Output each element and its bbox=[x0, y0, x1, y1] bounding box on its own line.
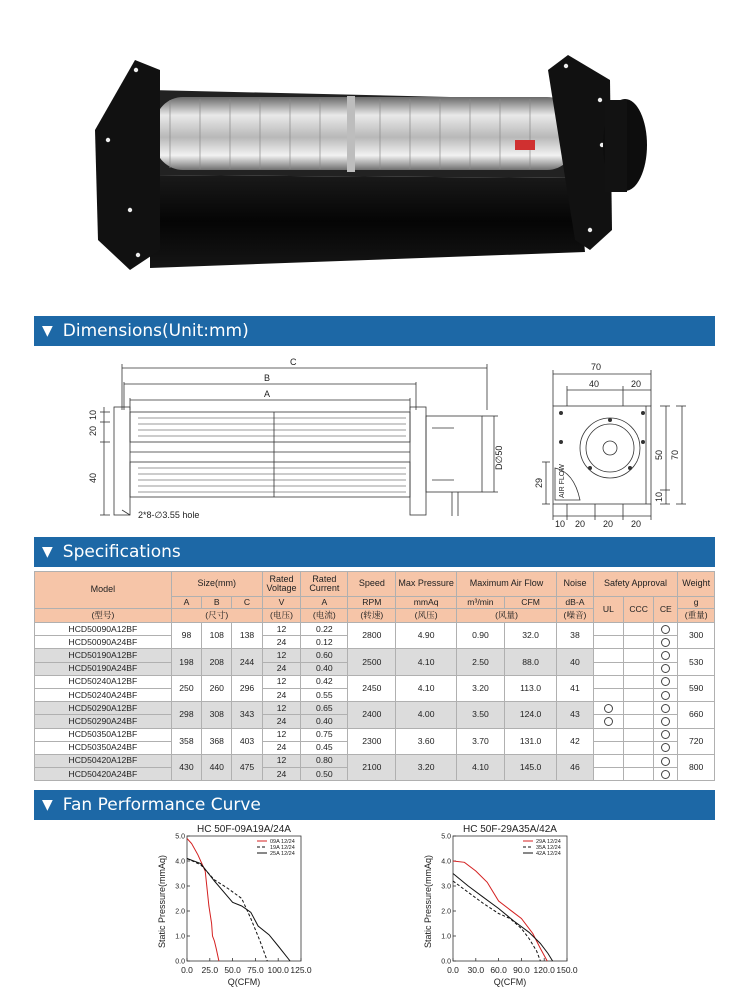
cell-ul bbox=[593, 649, 623, 662]
th-size: Size(mm) bbox=[171, 572, 262, 597]
cell-weight: 720 bbox=[678, 728, 715, 754]
series-line-3 bbox=[453, 874, 553, 962]
cell-speed: 2400 bbox=[348, 702, 396, 728]
front-view-drawing bbox=[100, 364, 498, 516]
th-weight: Weight bbox=[678, 572, 715, 597]
series-line-2 bbox=[453, 881, 540, 961]
cell-voltage: 24 bbox=[262, 636, 301, 649]
th-unit-b: B bbox=[202, 597, 232, 609]
cell-flow-m3: 0.90 bbox=[456, 623, 504, 649]
cell-size-b: 260 bbox=[202, 675, 232, 701]
cell-ccc bbox=[624, 675, 654, 688]
triangle-down-icon: ▼ bbox=[42, 797, 53, 813]
cell-pressure: 3.20 bbox=[396, 754, 457, 780]
th-model: Model bbox=[35, 572, 172, 609]
cell-size-a: 98 bbox=[171, 623, 201, 649]
dim-label-a: A bbox=[264, 389, 271, 399]
table-row bbox=[35, 702, 715, 715]
y-tick-label: 2.0 bbox=[441, 908, 451, 916]
cell-size-b: 440 bbox=[202, 754, 232, 780]
th-airflow: Maximum Air Flow bbox=[456, 572, 556, 597]
section-header-dimensions bbox=[34, 316, 715, 346]
cell-pressure: 4.00 bbox=[396, 702, 457, 728]
y-tick-label: 4.0 bbox=[441, 858, 451, 866]
cell-flow-m3: 4.10 bbox=[456, 754, 504, 780]
cell-ul bbox=[593, 768, 623, 781]
cell-voltage: 24 bbox=[262, 768, 301, 781]
cell-pressure: 3.60 bbox=[396, 728, 457, 754]
cell-flow-cfm: 32.0 bbox=[504, 623, 556, 649]
y-tick-label: 1.0 bbox=[441, 933, 451, 941]
cell-model: HCD50090A24BF bbox=[35, 636, 172, 649]
cell-size-a: 430 bbox=[171, 754, 201, 780]
approval-circle-icon bbox=[661, 757, 670, 766]
cell-voltage: 12 bbox=[262, 675, 301, 688]
cell-flow-cfm: 145.0 bbox=[504, 754, 556, 780]
cell-speed: 2300 bbox=[348, 728, 396, 754]
cell-voltage: 12 bbox=[262, 754, 301, 767]
cell-ul bbox=[593, 688, 623, 701]
table-row bbox=[35, 649, 715, 662]
cell-size-a: 298 bbox=[171, 702, 201, 728]
cell-ce bbox=[654, 715, 678, 728]
approval-circle-icon bbox=[661, 770, 670, 779]
approval-circle-icon bbox=[661, 625, 670, 634]
series-line-1 bbox=[453, 861, 547, 961]
cell-voltage: 24 bbox=[262, 688, 301, 701]
legend-label: 35A 12/24 bbox=[536, 845, 561, 851]
x-tick-label: 100.0 bbox=[267, 965, 289, 975]
cell-weight: 800 bbox=[678, 754, 715, 780]
y-axis-label: Static Pressure(mmAq) bbox=[423, 854, 433, 949]
y-tick-label: 3.0 bbox=[175, 883, 185, 891]
side-dim-40: 40 bbox=[589, 379, 600, 389]
cell-ccc bbox=[624, 636, 654, 649]
approval-circle-icon bbox=[661, 651, 670, 660]
x-tick-label: 125.0 bbox=[290, 965, 312, 975]
th-cn-current: (电流) bbox=[301, 609, 348, 623]
cell-pressure: 4.90 bbox=[396, 623, 457, 649]
specifications-table bbox=[34, 571, 715, 781]
table-row bbox=[35, 728, 715, 741]
cell-flow-cfm: 113.0 bbox=[504, 675, 556, 701]
cell-ul bbox=[593, 715, 623, 728]
th-unit-a: A bbox=[171, 597, 201, 609]
y-tick-label: 1.0 bbox=[175, 933, 185, 941]
cell-model: HCD50190A12BF bbox=[35, 649, 172, 662]
cell-current: 0.55 bbox=[301, 688, 348, 701]
cell-weight: 300 bbox=[678, 623, 715, 649]
cell-size-c: 343 bbox=[232, 702, 262, 728]
side-dim-29: 29 bbox=[534, 477, 544, 488]
side-dim-50: 50 bbox=[654, 449, 664, 460]
y-axis-label: Static Pressure(mmAq) bbox=[157, 854, 167, 949]
th-cn-weight: (重量) bbox=[678, 609, 715, 623]
cell-size-c: 403 bbox=[232, 728, 262, 754]
cell-speed: 2450 bbox=[348, 675, 396, 701]
th-cn-speed: (转速) bbox=[348, 609, 396, 623]
th-ce: CE bbox=[654, 597, 678, 623]
cell-flow-cfm: 88.0 bbox=[504, 649, 556, 675]
cell-ccc bbox=[624, 688, 654, 701]
cell-model: HCD50240A24BF bbox=[35, 688, 172, 701]
cell-flow-cfm: 124.0 bbox=[504, 702, 556, 728]
dim-label-20: 20 bbox=[88, 425, 98, 436]
cell-ce bbox=[654, 649, 678, 662]
approval-circle-icon bbox=[661, 730, 670, 739]
cell-ccc bbox=[624, 649, 654, 662]
cell-size-b: 368 bbox=[202, 728, 232, 754]
cell-model: HCD50090A12BF bbox=[35, 623, 172, 636]
cell-size-a: 250 bbox=[171, 675, 201, 701]
cell-flow-m3: 3.70 bbox=[456, 728, 504, 754]
cell-voltage: 12 bbox=[262, 702, 301, 715]
cell-current: 0.75 bbox=[301, 728, 348, 741]
cell-ccc bbox=[624, 702, 654, 715]
cell-noise: 43 bbox=[557, 702, 594, 728]
product-photo bbox=[0, 0, 750, 300]
cell-model: HCD50420A24BF bbox=[35, 768, 172, 781]
cell-ccc bbox=[624, 728, 654, 741]
cell-ccc bbox=[624, 754, 654, 767]
side-dim-70-right: 70 bbox=[670, 449, 680, 460]
approval-circle-icon bbox=[661, 691, 670, 700]
th-unit-rpm: RPM bbox=[348, 597, 396, 609]
x-axis-label: Q(CFM) bbox=[227, 977, 261, 987]
section-title: Fan Performance Curve bbox=[62, 795, 261, 815]
th-cn-model: (型号) bbox=[35, 609, 172, 623]
x-tick-label: 0.0 bbox=[447, 965, 459, 975]
cell-voltage: 24 bbox=[262, 741, 301, 754]
th-pressure: Max Pressure bbox=[396, 572, 457, 597]
cell-ce bbox=[654, 754, 678, 767]
cell-model: HCD50350A12BF bbox=[35, 728, 172, 741]
cell-flow-m3: 3.20 bbox=[456, 675, 504, 701]
cell-model: HCD50290A12BF bbox=[35, 702, 172, 715]
cell-current: 0.12 bbox=[301, 636, 348, 649]
y-tick-label: 4.0 bbox=[175, 858, 185, 866]
cell-ce bbox=[654, 688, 678, 701]
hole-note: 2*8-∅3.55 hole bbox=[138, 510, 200, 520]
approval-circle-icon bbox=[661, 704, 670, 713]
th-unit-v: V bbox=[262, 597, 301, 609]
cell-current: 0.60 bbox=[301, 649, 348, 662]
cell-ccc bbox=[624, 662, 654, 675]
cell-noise: 41 bbox=[557, 675, 594, 701]
th-unit-m3min: m³/min bbox=[456, 597, 504, 609]
y-tick-label: 2.0 bbox=[175, 908, 185, 916]
dim-label-c: C bbox=[290, 357, 297, 367]
cell-ccc bbox=[624, 623, 654, 636]
cell-ul bbox=[593, 741, 623, 754]
th-unit-cfm: CFM bbox=[504, 597, 556, 609]
triangle-down-icon: ▼ bbox=[42, 544, 53, 560]
x-tick-label: 25.0 bbox=[201, 965, 219, 975]
chart-title: HC 50F-09A19A/24A bbox=[197, 824, 291, 835]
x-tick-label: 0.0 bbox=[181, 965, 193, 975]
approval-circle-icon bbox=[604, 717, 613, 726]
cell-ccc bbox=[624, 715, 654, 728]
cell-ce bbox=[654, 741, 678, 754]
cell-size-c: 296 bbox=[232, 675, 262, 701]
th-unit-g: g bbox=[678, 597, 715, 609]
cell-size-a: 198 bbox=[171, 649, 201, 675]
cell-ce bbox=[654, 662, 678, 675]
cell-model: HCD50420A12BF bbox=[35, 754, 172, 767]
th-unit-c: C bbox=[232, 597, 262, 609]
cell-ul bbox=[593, 754, 623, 767]
cell-ce bbox=[654, 636, 678, 649]
cell-ce bbox=[654, 702, 678, 715]
cell-voltage: 24 bbox=[262, 715, 301, 728]
cell-ul bbox=[593, 636, 623, 649]
section-title: Dimensions(Unit:mm) bbox=[62, 321, 249, 341]
table-row bbox=[35, 754, 715, 767]
th-safety: Safety Approval bbox=[593, 572, 678, 597]
side-dim-20-c: 20 bbox=[631, 519, 642, 529]
y-tick-label: 5.0 bbox=[441, 833, 451, 841]
cell-voltage: 24 bbox=[262, 662, 301, 675]
th-cn-noise: (噪音) bbox=[557, 609, 594, 623]
x-axis-label: Q(CFM) bbox=[493, 977, 527, 987]
section-header-curve bbox=[34, 790, 715, 820]
side-dim-10-bottom: 10 bbox=[555, 519, 566, 529]
triangle-down-icon: ▼ bbox=[42, 323, 53, 339]
cell-voltage: 12 bbox=[262, 649, 301, 662]
cell-size-c: 244 bbox=[232, 649, 262, 675]
cell-noise: 42 bbox=[557, 728, 594, 754]
cell-ccc bbox=[624, 741, 654, 754]
approval-circle-icon bbox=[661, 743, 670, 752]
dim-label-b: B bbox=[264, 373, 271, 383]
y-tick-label: 0.0 bbox=[441, 958, 451, 966]
dimension-drawings bbox=[34, 350, 715, 530]
cell-flow-m3: 3.50 bbox=[456, 702, 504, 728]
th-unit-amp: A bbox=[301, 597, 348, 609]
x-tick-label: 90.0 bbox=[513, 965, 530, 975]
cell-speed: 2500 bbox=[348, 649, 396, 675]
cell-noise: 46 bbox=[557, 754, 594, 780]
th-speed: Speed bbox=[348, 572, 396, 597]
th-cn-voltage: (电压) bbox=[262, 609, 301, 623]
spec-table-body bbox=[35, 623, 715, 781]
cell-ul bbox=[593, 675, 623, 688]
cell-size-b: 308 bbox=[202, 702, 232, 728]
cell-speed: 2100 bbox=[348, 754, 396, 780]
cell-model: HCD50350A24BF bbox=[35, 741, 172, 754]
x-tick-label: 30.0 bbox=[467, 965, 485, 975]
cell-ul bbox=[593, 662, 623, 675]
table-row bbox=[35, 623, 715, 636]
cell-flow-m3: 2.50 bbox=[456, 649, 504, 675]
approval-circle-icon bbox=[661, 664, 670, 673]
cell-ccc bbox=[624, 768, 654, 781]
table-row bbox=[35, 675, 715, 688]
side-dim-20-a: 20 bbox=[575, 519, 586, 529]
th-cn-pressure: (风压) bbox=[396, 609, 457, 623]
cell-model: HCD50190A24BF bbox=[35, 662, 172, 675]
cell-noise: 40 bbox=[557, 649, 594, 675]
cell-flow-cfm: 131.0 bbox=[504, 728, 556, 754]
th-cn-flow: (风量) bbox=[456, 609, 556, 623]
dim-label-40: 40 bbox=[88, 472, 98, 483]
cell-ce bbox=[654, 675, 678, 688]
th-current: Rated Current bbox=[301, 572, 348, 597]
cell-voltage: 12 bbox=[262, 728, 301, 741]
side-dim-20-top: 20 bbox=[631, 379, 642, 389]
cell-ce bbox=[654, 728, 678, 741]
approval-circle-icon bbox=[661, 638, 670, 647]
th-ul: UL bbox=[593, 597, 623, 623]
cell-speed: 2800 bbox=[348, 623, 396, 649]
side-dim-70-top: 70 bbox=[591, 362, 602, 372]
airflow-label: AIR FLOW bbox=[559, 464, 566, 498]
cell-current: 0.40 bbox=[301, 662, 348, 675]
cell-size-b: 108 bbox=[202, 623, 232, 649]
th-voltage: Rated Voltage bbox=[262, 572, 301, 597]
cell-current: 0.80 bbox=[301, 754, 348, 767]
series-line-1 bbox=[187, 839, 219, 962]
x-tick-label: 60.0 bbox=[490, 965, 507, 975]
cell-noise: 38 bbox=[557, 623, 594, 649]
cell-ul bbox=[593, 728, 623, 741]
cell-weight: 660 bbox=[678, 702, 715, 728]
legend-label: 25A 12/24 bbox=[270, 851, 295, 857]
x-tick-label: 150.0 bbox=[556, 965, 578, 975]
cell-weight: 590 bbox=[678, 675, 715, 701]
cell-current: 0.50 bbox=[301, 768, 348, 781]
y-tick-label: 0.0 bbox=[175, 958, 185, 966]
side-dim-20-b: 20 bbox=[603, 519, 614, 529]
cell-pressure: 4.10 bbox=[396, 649, 457, 675]
cell-current: 0.42 bbox=[301, 675, 348, 688]
cell-current: 0.45 bbox=[301, 741, 348, 754]
y-tick-label: 5.0 bbox=[175, 833, 185, 841]
cell-model: HCD50290A24BF bbox=[35, 715, 172, 728]
dim-label-10: 10 bbox=[88, 409, 98, 420]
side-dim-10-right: 10 bbox=[654, 491, 664, 502]
cell-current: 0.40 bbox=[301, 715, 348, 728]
legend-label: 42A 12/24 bbox=[536, 851, 561, 857]
cell-current: 0.65 bbox=[301, 702, 348, 715]
x-tick-label: 120.0 bbox=[533, 965, 555, 975]
th-cn-size: (尺寸) bbox=[171, 609, 262, 623]
series-line-3 bbox=[187, 859, 290, 962]
cell-size-b: 208 bbox=[202, 649, 232, 675]
series-line-2 bbox=[187, 859, 267, 962]
cell-ce bbox=[654, 623, 678, 636]
legend-label: 09A 12/24 bbox=[270, 839, 295, 845]
legend-label: 19A 12/24 bbox=[270, 845, 295, 851]
legend-label: 29A 12/24 bbox=[536, 839, 561, 845]
th-unit-dba: dB-A bbox=[557, 597, 594, 609]
cell-ce bbox=[654, 768, 678, 781]
section-title: Specifications bbox=[62, 542, 181, 562]
x-tick-label: 75.0 bbox=[247, 965, 264, 975]
x-tick-label: 50.0 bbox=[224, 965, 241, 975]
approval-circle-icon bbox=[661, 717, 670, 726]
cell-weight: 530 bbox=[678, 649, 715, 675]
cell-model: HCD50240A12BF bbox=[35, 675, 172, 688]
cell-current: 0.22 bbox=[301, 623, 348, 636]
th-noise: Noise bbox=[557, 572, 594, 597]
th-unit-mmaq: mmAq bbox=[396, 597, 457, 609]
cell-size-c: 475 bbox=[232, 754, 262, 780]
performance-curves bbox=[34, 820, 715, 999]
cell-size-c: 138 bbox=[232, 623, 262, 649]
approval-circle-icon bbox=[661, 677, 670, 686]
y-tick-label: 3.0 bbox=[441, 883, 451, 891]
th-ccc: CCC bbox=[624, 597, 654, 623]
dim-label-d50: D∅50 bbox=[494, 445, 504, 470]
section-header-specifications bbox=[34, 537, 715, 567]
chart-title: HC 50F-29A35A/42A bbox=[463, 824, 557, 835]
cell-pressure: 4.10 bbox=[396, 675, 457, 701]
cell-size-a: 358 bbox=[171, 728, 201, 754]
cell-ul bbox=[593, 623, 623, 636]
cell-voltage: 12 bbox=[262, 623, 301, 636]
approval-circle-icon bbox=[604, 704, 613, 713]
cell-ul bbox=[593, 702, 623, 715]
spec-table-wrapper bbox=[34, 571, 715, 781]
